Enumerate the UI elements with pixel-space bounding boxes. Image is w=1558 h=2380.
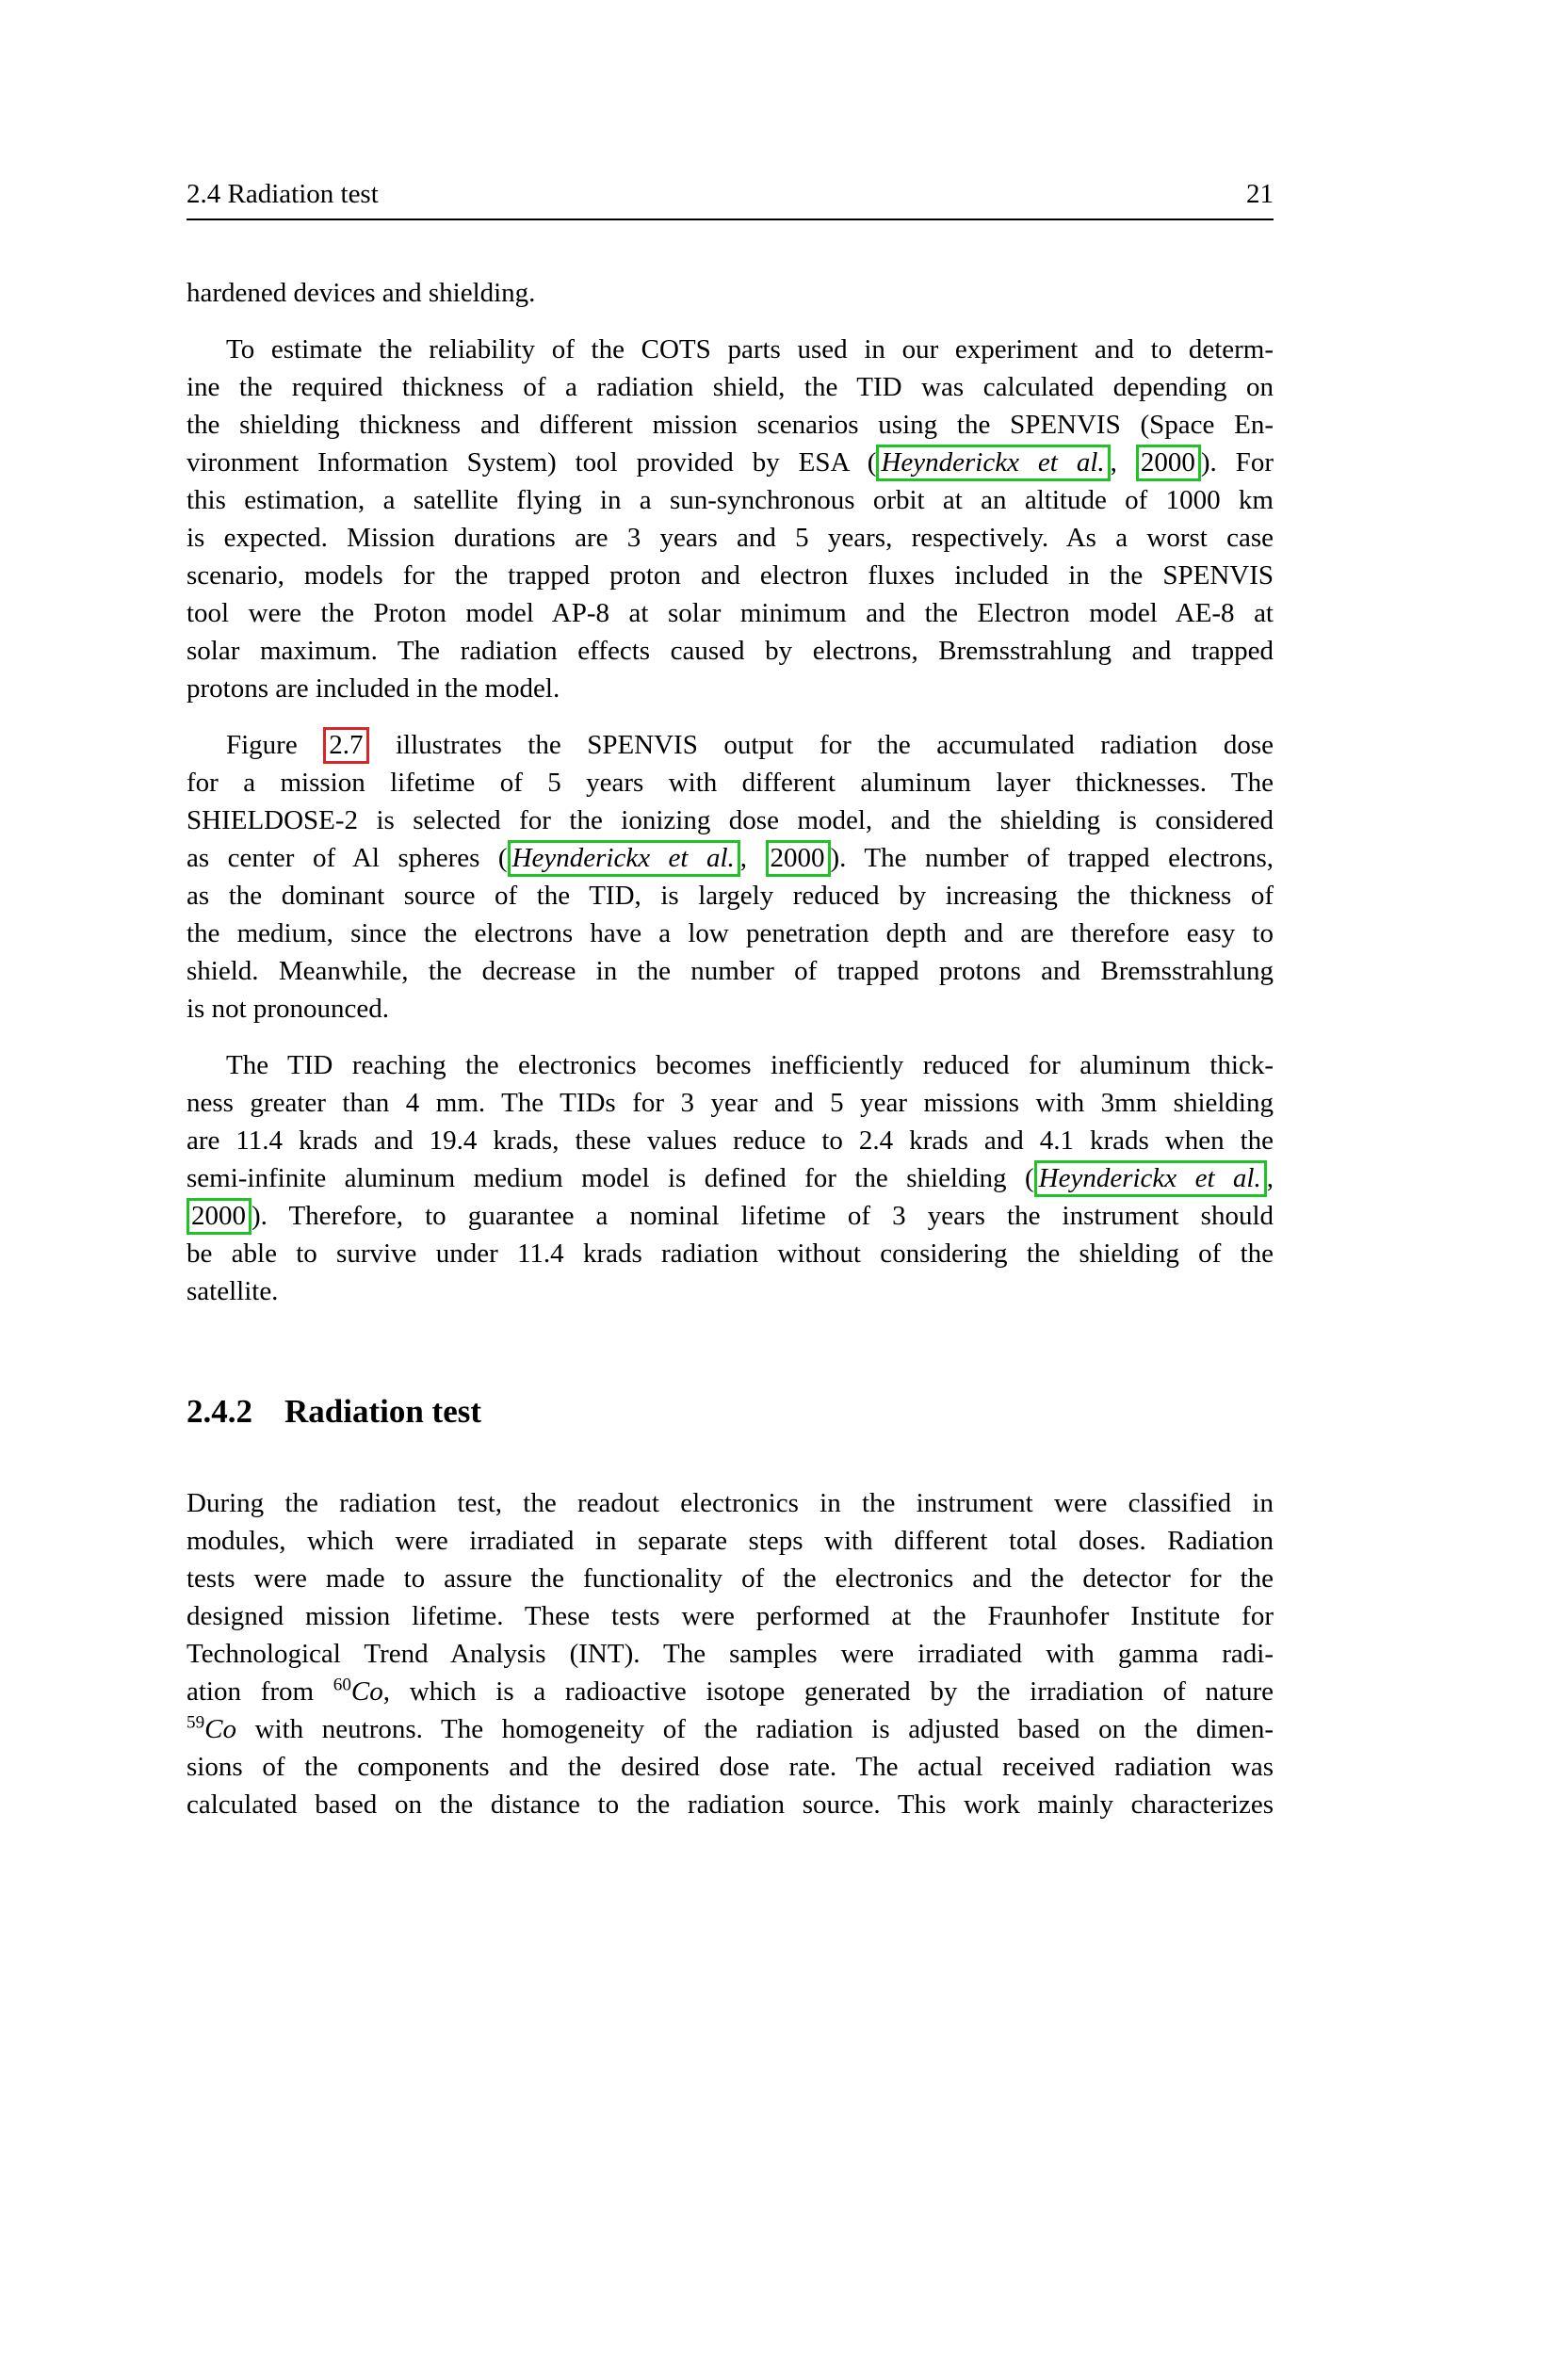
citation-link[interactable]: Heynderickx et al. [1034,1160,1267,1197]
text-run: semi-infinite aluminum medium model is defined for the shielding ( [187,1163,1034,1193]
text-run: the shielding thickness and different mission scenarios using the SPENVIS (Space En- [187,410,1274,440]
document-page [0,177,1558,2380]
text-run: Figure [226,730,324,760]
text-run: this estimation, a satellite flying in a sun-synchronous orbit at an altitude of 1000 km [187,485,1274,515]
text-line [187,952,1274,990]
text-line [187,481,1274,519]
text-line [187,915,1274,952]
text-run: , [1266,1163,1274,1193]
text-line [187,990,1274,1028]
text-run: hardened devices and shielding. [187,278,536,308]
text-run: vironment Information System) tool provided by ESA ( [187,447,877,478]
text-line [187,1748,1274,1786]
text-run: Technological Trend Analysis (INT). The samples were irradiated with gamma radi- [187,1639,1274,1669]
text-run: modules, which were irradiated in separate steps with different total doses. Radiation [187,1526,1274,1556]
text-line [187,877,1274,915]
text-line [187,1635,1274,1673]
text-run: , [1110,447,1136,478]
text-run: satellite. [187,1276,279,1306]
text-run: is not pronounced. [187,994,390,1024]
paragraph [187,726,1274,1028]
section-heading [187,1390,1274,1433]
text-line [187,1122,1274,1159]
text-run: , which is a radioactive isotope generated by the irradiation of nature [382,1676,1274,1707]
text-run: is expected. Mission durations are 3 years and 5 years, respectively. As a worst case [187,523,1274,553]
text-line [187,444,1274,481]
text-run: solar maximum. The radiation effects caused by electrons, Bremsstrahlung and trapped [187,636,1274,666]
text-line [187,1197,1274,1235]
text-line [187,406,1274,444]
text-run: scenario, models for the trapped proton and electron fluxes included in the SPENVIS [187,560,1274,591]
text-run: tests were made to assure the functionality of the electronics and the detector for the [187,1563,1274,1594]
superscript-text: 60 [333,1675,351,1695]
citation-year-link[interactable]: 2000 [187,1198,252,1235]
citation-link[interactable]: Heynderickx et al. [508,840,740,877]
text-line [187,632,1274,670]
text-run: ation from [187,1676,333,1707]
text-line [187,1710,1274,1748]
text-run: ness greater than 4 mm. The TIDs for 3 year and 5 year missions with 3mm shielding [187,1088,1274,1118]
text-run: , [739,843,766,873]
text-run: shield. Meanwhile, the decrease in the number of trapped protons and Bremsstrahlung [187,956,1274,986]
page-content [187,274,1274,1823]
citation-link[interactable]: Heynderickx et al. [876,445,1110,481]
text-column [187,177,1274,1823]
text-line [187,801,1274,839]
text-line [187,670,1274,707]
text-line [187,594,1274,632]
text-line [187,1235,1274,1272]
text-run: be able to survive under 11.4 krads radiation without considering the shielding of the [187,1239,1274,1269]
text-line [187,764,1274,801]
section-title: Radiation test [284,1393,482,1430]
page-number: 21 [1246,179,1274,209]
text-line [187,274,1274,312]
text-run: SHIELDOSE-2 is selected for the ionizing dose model, and the shielding is considered [187,805,1274,835]
text-run: The TID reaching the electronics becomes inefficiently reduced for aluminum thick- [226,1050,1274,1080]
text-run: illustrates the SPENVIS output for the accumulated radiation dose [369,730,1274,760]
text-line [187,1597,1274,1635]
figure-ref-link[interactable]: 2.7 [323,727,369,764]
italic-text: Co [204,1714,236,1744]
text-run: To estimate the reliability of the COTS parts used in our experiment and to determ- [226,334,1274,364]
superscript-text: 59 [187,1712,205,1733]
italic-text: Co [350,1676,383,1707]
citation-year-link[interactable]: 2000 [1136,445,1201,481]
text-run: calculated based on the distance to the radiation source. This work mainly characterizes [187,1789,1274,1820]
text-line [187,1484,1274,1522]
paragraph [187,1046,1274,1310]
header-rule [187,219,1274,220]
citation-year-link[interactable]: 2000 [766,840,831,877]
text-line [187,1159,1274,1197]
text-run: for a mission lifetime of 5 years with different aluminum layer thicknesses. The [187,768,1274,798]
text-line [187,726,1274,764]
running-header [187,177,1274,211]
text-run: ). For [1200,447,1274,478]
text-run: sions of the components and the desired dose rate. The actual received radiation was [187,1752,1274,1782]
paragraph [187,1484,1274,1823]
text-line [187,839,1274,877]
text-run: with neutrons. The homogeneity of the radiation is adjusted based on the dimen- [235,1714,1274,1744]
text-line [187,557,1274,594]
text-run: as the dominant source of the TID, is largely reduced by increasing the thickness of [187,881,1274,911]
text-run: ). Therefore, to guarantee a nominal lifetime of 3 years the instrument should [252,1201,1274,1231]
text-line [187,1046,1274,1084]
text-run: designed mission lifetime. These tests were performed at the Fraunhofer Institute for [187,1601,1274,1631]
section-number: 2.4.2 [187,1393,252,1430]
text-run: tool were the Proton model AP-8 at solar minimum and the Electron model AE-8 at [187,598,1274,628]
text-line [187,331,1274,368]
text-run: During the radiation test, the readout electronics in the instrument were classified in [187,1488,1274,1518]
text-line [187,1560,1274,1597]
text-run: protons are included in the model. [187,673,560,704]
text-run: ine the required thickness of a radiation shield, the TID was calculated depending on [187,372,1274,402]
header-section-label: 2.4 Radiation test [187,179,379,209]
text-line [187,1272,1274,1310]
text-line [187,519,1274,557]
text-line [187,1786,1274,1823]
text-line [187,1084,1274,1122]
paragraph [187,274,1274,312]
text-line [187,368,1274,406]
text-run: the medium, since the electrons have a low penetration depth and are therefore easy to [187,918,1274,948]
text-line [187,1673,1274,1710]
text-run: are 11.4 krads and 19.4 krads, these values reduce to 2.4 krads and 4.1 krads when the [187,1125,1274,1156]
text-run: ). The number of trapped electrons, [830,843,1274,873]
paragraph [187,331,1274,707]
text-line [187,1522,1274,1560]
text-run: as center of Al spheres ( [187,843,508,873]
